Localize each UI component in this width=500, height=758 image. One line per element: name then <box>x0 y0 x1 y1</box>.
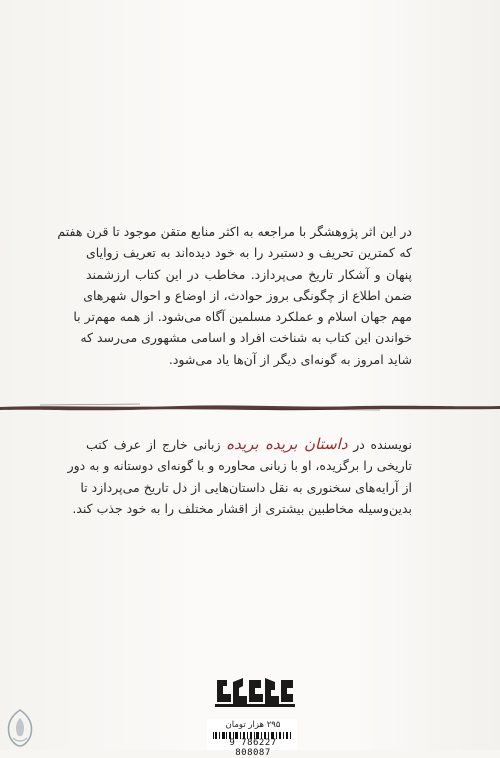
about-paragraph <box>67 434 412 519</box>
isbn-number: 9 786227 808087 <box>229 738 277 758</box>
about-line-end: زبانی خارج از عرف کتب <box>86 437 221 452</box>
about-line: از آرایه‌های سخنوری به نقل داستان‌هایی از دل تاریخ می‌پردازد تا <box>80 479 412 495</box>
publisher-logo-icon <box>213 672 297 710</box>
about-line: تاریخی را برگزیده، او با زبانی محاوره و با گونه‌ای دوستانه و به دور <box>67 458 412 474</box>
price-label: ۲۹۵ هزار تومان <box>225 720 281 730</box>
about-line: بدین‌وسیله مخاطبین بیشتری از اقشار مختلف را به خود جذب کند. <box>72 500 412 516</box>
book-title: داستان بریده بریده <box>226 435 348 453</box>
about-line-start: نویسنده در <box>353 437 412 452</box>
brush-divider <box>0 400 500 414</box>
blurb-paragraph <box>57 221 412 370</box>
blurb-line: پنهان و آشکار تاریخ می‌پردازد. مخاطب در این کتاب ارزشمند <box>86 266 412 282</box>
blurb-line: شاید امروز به گونه‌ای دیگر از آن‌ها یاد می‌شود. <box>168 351 412 367</box>
about-line <box>86 434 412 455</box>
blurb-line: مهم جهان اسلام و عملکرد مسلمین آگاه می‌شود. از همه مهم‌تر با <box>73 309 412 325</box>
blurb-line: که کمترین تحریف و دستبرد را به خود دیده‌اند به تعریف زوایای <box>86 245 412 261</box>
blurb-line: در این اثر پژوهشگر با مراجعه به اکثر منابع متقن موجود تا قرن هفتم <box>57 224 412 239</box>
seal-icon <box>3 708 37 748</box>
blurb-line: خواندن این کتاب به شناخت افراد و اسامی مشهوری می‌رسد که <box>80 330 412 346</box>
blurb-line: ضمن اطلاع از چگونگی بروز حوادث، از اوضاع و احوال شهرهای <box>83 287 412 303</box>
